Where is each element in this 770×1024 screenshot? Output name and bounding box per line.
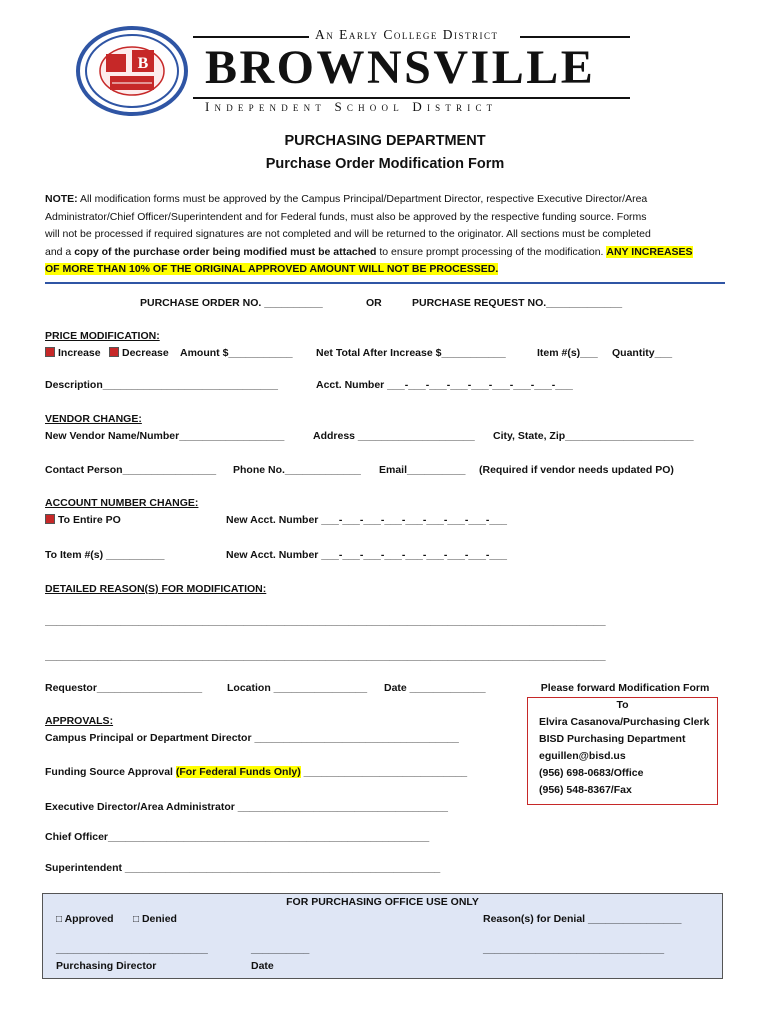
po-number-field[interactable]: PURCHASE ORDER NO. __________ bbox=[140, 297, 323, 309]
forward-department: BISD Purchasing Department bbox=[539, 733, 686, 745]
vendor-heading: VENDOR CHANGE: bbox=[45, 413, 142, 425]
new-acct-number-1[interactable]: New Acct. Number ___-___-___-___-___-___-___-___-___ bbox=[226, 514, 507, 526]
funding-source-line: ____________________________ bbox=[300, 766, 468, 778]
forward-fax: (956) 548-8367/Fax bbox=[539, 784, 632, 796]
forward-line-1: Please forward Modification Form bbox=[540, 682, 710, 694]
note-line-3: will not be processed if required signatures are not completed and will be returned to the originator. All sections must be completed bbox=[45, 228, 651, 240]
net-total-field[interactable]: Net Total After Increase $___________ bbox=[316, 347, 506, 359]
note-text-4a: and a bbox=[45, 246, 75, 258]
note-line-1 bbox=[45, 193, 647, 205]
or-label: OR bbox=[366, 297, 382, 309]
federal-funds-note: (For Federal Funds Only) bbox=[175, 766, 301, 778]
note-line-4 bbox=[45, 246, 693, 258]
denied-checkbox[interactable]: □ bbox=[133, 914, 140, 925]
contact-person-field[interactable]: Contact Person________________ bbox=[45, 464, 217, 476]
tagline-rule-right bbox=[520, 36, 630, 38]
price-heading: PRICE MODIFICATION: bbox=[45, 330, 160, 342]
to-item-field[interactable]: To Item #(s) __________ bbox=[45, 549, 165, 561]
office-date-line[interactable]: __________ bbox=[251, 943, 310, 955]
email-field[interactable]: Email__________ bbox=[379, 464, 466, 476]
account-heading: ACCOUNT NUMBER CHANGE: bbox=[45, 497, 199, 509]
pr-number-field[interactable]: PURCHASE REQUEST NO._____________ bbox=[412, 297, 623, 309]
decrease-option[interactable] bbox=[109, 347, 169, 359]
forward-contact-name: Elvira Casanova/Purchasing Clerk bbox=[539, 716, 710, 728]
note-divider bbox=[45, 282, 725, 284]
funding-source-signature[interactable] bbox=[45, 766, 467, 778]
to-entire-po-label: To Entire PO bbox=[58, 514, 121, 526]
note-warning-end: OF MORE THAN 10% OF THE ORIGINAL APPROVED AMOUNT WILL NOT BE PROCESSED. bbox=[45, 263, 499, 275]
forward-line-2: To bbox=[616, 699, 629, 711]
approvals-heading: APPROVALS: bbox=[45, 715, 114, 727]
phone-field[interactable]: Phone No._____________ bbox=[233, 464, 361, 476]
note-line-2: Administrator/Chief Officer/Superintendent and for Federal funds, must also be approved by the respective funding source. Forms bbox=[45, 211, 647, 223]
note-attach-text: copy of the purchase order being modified must be attached bbox=[74, 246, 377, 258]
svg-text:B: B bbox=[137, 55, 149, 72]
superintendent-signature[interactable]: Superintendent ______________________________________________________ bbox=[45, 862, 441, 874]
amount-field[interactable]: Amount $___________ bbox=[180, 347, 293, 359]
district-name: BROWNSVILLE bbox=[205, 41, 596, 94]
forward-office-phone: (956) 698-0683/Office bbox=[539, 767, 644, 779]
vendor-address-field[interactable]: Address ____________________ bbox=[313, 430, 475, 442]
purchasing-director-label: Purchasing Director bbox=[56, 960, 157, 972]
location-field[interactable]: Location ________________ bbox=[227, 682, 368, 694]
department-title: PURCHASING DEPARTMENT bbox=[284, 133, 486, 149]
director-signature-line[interactable]: __________________________ bbox=[56, 943, 208, 955]
note-warning-start: ANY INCREASES bbox=[606, 246, 693, 258]
vendor-name-field[interactable]: New Vendor Name/Number__________________ bbox=[45, 430, 285, 442]
item-field[interactable]: Item #(s)___ bbox=[537, 347, 598, 359]
forward-email[interactable]: eguillen@bisd.us bbox=[539, 750, 626, 762]
approved-checkbox[interactable]: □ bbox=[56, 914, 63, 925]
note-label: NOTE: bbox=[45, 193, 78, 205]
reason-heading: DETAILED REASON(S) FOR MODIFICATION: bbox=[45, 583, 267, 595]
district-subtitle: Independent School District bbox=[205, 99, 498, 114]
decrease-checkbox[interactable] bbox=[109, 347, 119, 357]
email-required-note: (Required if vendor needs updated PO) bbox=[479, 464, 674, 476]
form-title: Purchase Order Modification Form bbox=[265, 156, 505, 172]
to-entire-po-checkbox[interactable] bbox=[45, 514, 55, 524]
note-line-5 bbox=[45, 263, 498, 275]
decrease-label: Decrease bbox=[122, 347, 169, 359]
description-field[interactable]: Description______________________________ bbox=[45, 379, 278, 391]
note-text-4c: to ensure prompt processing of the modification. bbox=[376, 246, 607, 258]
quantity-field[interactable]: Quantity___ bbox=[612, 347, 673, 359]
denial-reason-field[interactable]: Reason(s) for Denial ________________ bbox=[483, 913, 682, 925]
reason-line-2[interactable]: ________________________________________________________________________________________________ bbox=[45, 650, 606, 662]
denied-label: Denied bbox=[141, 913, 177, 925]
funding-source-label: Funding Source Approval bbox=[45, 766, 176, 778]
increase-label: Increase bbox=[58, 347, 101, 359]
to-entire-po-option[interactable] bbox=[45, 514, 121, 526]
reason-line-1[interactable]: ________________________________________________________________________________________________ bbox=[45, 615, 606, 627]
new-acct-number-2[interactable]: New Acct. Number ___-___-___-___-___-___-___-___-___ bbox=[226, 549, 507, 561]
requestor-field[interactable]: Requestor__________________ bbox=[45, 682, 203, 694]
office-use-title: FOR PURCHASING OFFICE USE ONLY bbox=[286, 896, 479, 908]
note-text-1: All modification forms must be approved by the Campus Principal/Department Director, respective Executive Director/Area bbox=[80, 193, 648, 205]
denial-reason-line[interactable]: _______________________________ bbox=[483, 943, 665, 955]
approved-label: Approved bbox=[64, 913, 114, 925]
district-seal bbox=[76, 26, 188, 116]
approved-option[interactable] bbox=[56, 913, 114, 925]
denied-option[interactable] bbox=[133, 913, 177, 925]
chief-officer-signature[interactable]: Chief Officer_______________________________________________________ bbox=[45, 831, 430, 843]
increase-option[interactable] bbox=[45, 347, 101, 359]
executive-director-signature[interactable]: Executive Director/Area Administrator ____________________________________ bbox=[45, 801, 448, 813]
office-date-label: Date bbox=[251, 960, 274, 972]
vendor-city-field[interactable]: City, State, Zip______________________ bbox=[493, 430, 694, 442]
increase-checkbox[interactable] bbox=[45, 347, 55, 357]
district-tagline: An Early College District bbox=[315, 27, 499, 42]
acct-number-field[interactable]: Acct. Number ___-___-___-___-___-___-___-___-___ bbox=[316, 379, 573, 391]
tagline-rule-left bbox=[193, 36, 309, 38]
date-field[interactable]: Date _____________ bbox=[384, 682, 486, 694]
campus-principal-signature[interactable]: Campus Principal or Department Director ___________________________________ bbox=[45, 732, 459, 744]
